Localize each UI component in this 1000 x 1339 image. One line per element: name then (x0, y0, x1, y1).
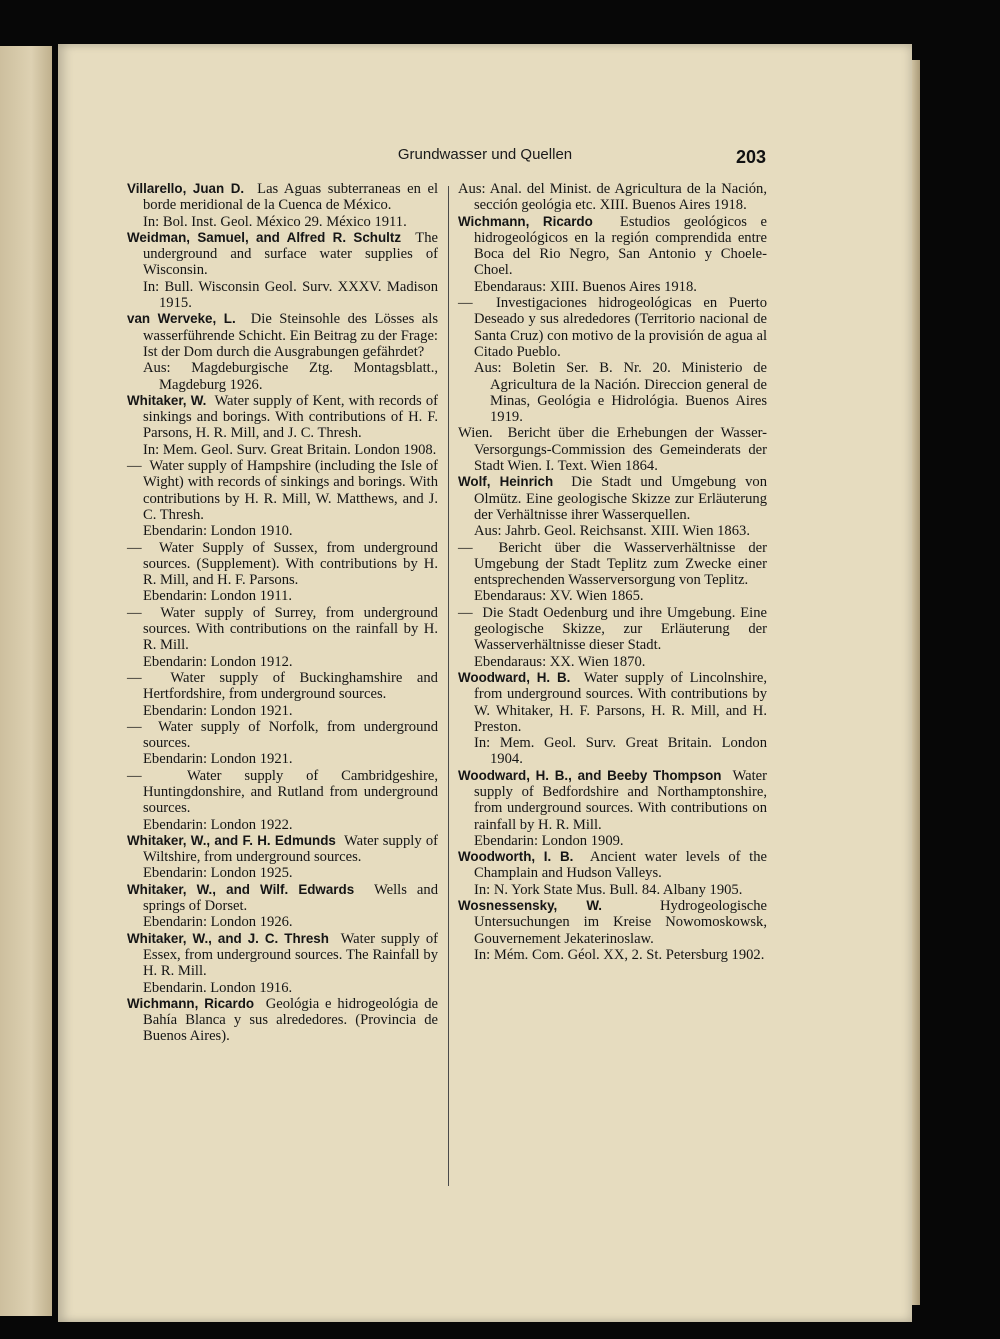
bibliography-entry (458, 214, 767, 295)
entry-title (127, 229, 438, 279)
entry-title (127, 311, 439, 360)
bibliography-entry (458, 181, 767, 214)
entry-text: Ebendarin: London 1910. (143, 523, 293, 540)
entry-text: Ancient water levels of the Champlain and Hudson Valleys. (474, 849, 767, 882)
entry-text: Water supply of Cambridgeshire, Huntingdonshire, and Rutland from underground sources. (143, 767, 438, 817)
entry-source (143, 360, 438, 393)
entry-author: Whitaker, W., and J. C. Thresh (127, 930, 329, 946)
entry-title (458, 295, 768, 360)
bibliography-entry (458, 898, 767, 963)
page-edge (912, 60, 920, 1305)
entry-title (127, 832, 438, 866)
entry-text: Ebendarin: London 1926. (143, 914, 293, 931)
entry-author: van Werveke, L. (127, 311, 236, 327)
bibliography-entry (458, 605, 767, 670)
entry-text: Water Supply of Sussex, from underground sources. (Supplement). With contributions by H. R. Mill, and H. F. Parsons. (143, 539, 438, 589)
entry-text: Bericht über die Erhebungen der Wasser-Versorgungs-Commission des Gemeinderats der Stadt Wien. I. Text. Wien 1864. (474, 425, 767, 475)
entry-title (127, 881, 438, 915)
bibliography-entry (127, 833, 438, 882)
entry-title (127, 995, 438, 1045)
entry-source (474, 947, 767, 963)
entry-text: Aus: Magdeburgische Ztg. Montagsblatt., Magdeburg 1926. (143, 360, 438, 393)
bibliography-entry (127, 719, 438, 768)
entry-text: Ebendarin: London 1911. (143, 588, 293, 605)
entry-source (143, 654, 438, 670)
entry-source (143, 523, 438, 539)
entry-title (458, 425, 767, 475)
entry-author: Wichmann, Ricardo (458, 213, 593, 229)
entry-text: Water supply of Essex, from underground sources. The Rainfall by H. R. Mill. (143, 930, 438, 980)
left-column (127, 181, 438, 1045)
entry-text: Water supply of Kent, with records of sinkings and borings. With contributions of H. F. Parsons, H. R. Mill, and J. C. Thresh. (143, 392, 439, 442)
bibliography-entry (127, 540, 438, 605)
entry-text: Ebendaraus: XV. Wien 1865. (474, 588, 644, 605)
entry-author: — (458, 604, 473, 621)
entry-text: Aus: Boletin Ser. B. Nr. 20. Ministerio de Agricultura de la Nación. Direccion general de Minas, Geológia e Hidrológia. Buenos Aires 1919. (474, 360, 767, 426)
bibliography-entry (127, 605, 438, 670)
entry-source (143, 980, 438, 996)
entry-source (474, 279, 767, 295)
bibliography-entry (127, 458, 438, 539)
running-title: Grundwasser und Quellen (397, 146, 573, 163)
entry-source (474, 833, 767, 849)
entry-text: Aus: Anal. del Minist. de Agricultura de la Nación, sección geológia etc. XIII. Buenos Aires 1918. (458, 181, 767, 214)
entry-source (143, 279, 438, 312)
entry-author: — (127, 718, 142, 735)
entry-source (474, 523, 767, 539)
entry-text: Die Stadt und Umgebung von Olmütz. Eine geologische Skizze zur Erläuterung der Verhältnisse ihrer Wasserquellen. (474, 474, 767, 523)
entry-text: In: Bol. Inst. Geol. México 29. México 1911. (143, 213, 407, 230)
entry-author: Woodworth, I. B. (458, 849, 574, 865)
entry-source (474, 588, 767, 604)
entry-text: Ebendaraus: XIII. Buenos Aires 1918. (474, 278, 697, 295)
entry-text: Ebendarin: London 1909. (474, 832, 624, 849)
entry-text: Die Steinsohle des Lösses als wasserführende Schicht. Ein Beitrag zu der Frage: Ist der Dom durch die Ausgrabungen gefährdet? (143, 311, 439, 360)
bibliography-entry (127, 882, 438, 931)
bibliography-entry (127, 670, 438, 719)
entry-author: — (127, 458, 142, 475)
entry-text: Water supply of Buckinghamshire and Hertfordshire, from underground sources. (143, 669, 438, 703)
entry-title (127, 181, 439, 214)
entry-source (143, 214, 438, 230)
previous-page-edge (0, 46, 52, 1316)
entry-author: — (127, 539, 142, 556)
entry-text: Ebendarin: London 1922. (143, 816, 293, 833)
entry-author: Wosnessensky, W. (458, 898, 602, 914)
entry-title (127, 669, 438, 703)
entry-text: Hydrogeologische Untersuchungen im Kreise Nowomoskowsk, Gouvernement Jekaterinoslaw. (474, 898, 767, 947)
entry-author: — (127, 767, 142, 784)
entry-text: Water supply of Bedfordshire and Northamptonshire, from underground sources. With contributions on rainfall by H. R. Mill. (474, 767, 767, 833)
entry-author: Woodward, H. B. (458, 669, 571, 685)
book-page (58, 44, 912, 1322)
entry-title (458, 539, 768, 589)
entry-title (127, 392, 439, 442)
entry-source (474, 360, 767, 425)
bibliography-entry (458, 670, 767, 768)
entry-title (458, 181, 767, 214)
entry-text: Estudios geológicos e hidrogeológicos en la región comprendida entre Boca del Rio Negro, San Antonio y Choele-Choel. (474, 213, 767, 279)
entry-source (143, 865, 438, 881)
entry-text: In: Mem. Geol. Surv. Great Britain. London 1908. (143, 441, 437, 458)
entry-author: Wolf, Heinrich (458, 474, 554, 490)
bibliography-entry (127, 393, 438, 458)
entry-source (474, 735, 767, 768)
entry-source (143, 442, 438, 458)
right-column (458, 181, 767, 963)
entry-text: Ebendarin: London 1925. (143, 865, 293, 882)
bibliography-entry (458, 768, 767, 849)
entry-source (143, 703, 438, 719)
entry-author: — (458, 539, 473, 556)
entry-text: Water supply of Wiltshire, from underground sources. (143, 832, 438, 866)
entry-title (127, 604, 438, 654)
entry-text: Ebendarin. London 1916. (143, 979, 293, 996)
page-number: 203 (736, 147, 767, 167)
entry-title (458, 898, 767, 947)
entry-title (458, 604, 767, 654)
entry-text: Investigaciones hidrogeológicas en Puerto Deseado y sus alrededores (Territorio nacional de Santa Cruz) con motivo de la provisión de agua al Citado Pueblo. (474, 295, 768, 360)
entry-author: Weidman, Samuel, and Alfred R. Schultz (127, 229, 402, 245)
entry-text: Las Aguas subterraneas en el borde meridional de la Cuenca de México. (143, 181, 439, 214)
entry-text: In: N. York State Mus. Bull. 84. Albany 1905. (474, 881, 743, 898)
entry-text: Ebendarin: London 1921. (143, 702, 293, 719)
entry-source (143, 817, 438, 833)
bibliography-entry (458, 474, 767, 539)
entry-title (458, 849, 767, 882)
bibliography-entry (127, 768, 438, 833)
entry-author: Wichmann, Ricardo (127, 995, 255, 1011)
entry-text: Bericht über die Wasserverhältnisse der Umgebung der Stadt Teplitz zum Zwecke einer entsprechenden Wasserversorgung von Teplitz. (474, 539, 768, 589)
entry-source (474, 882, 767, 898)
bibliography-entry (127, 311, 438, 392)
entry-author: Wien. (458, 425, 493, 442)
entry-title (458, 767, 767, 833)
entry-text: Ebendaraus: XX. Wien 1870. (474, 653, 646, 670)
entry-text: Water supply of Lincolnshire, from underground sources. With contributions by W. Whitaker, H. F. Parsons, H. R. Mill, and H. Preston. (474, 669, 767, 735)
entry-author: Whitaker, W. (127, 392, 207, 408)
bibliography-entry (458, 425, 767, 474)
entry-title (127, 458, 438, 523)
entry-author: — (127, 604, 142, 621)
bibliography-entry (458, 849, 767, 898)
entry-title (458, 669, 767, 735)
entry-text: Water supply of Surrey, from underground sources. With contributions on the rainfall by H. R. Mill. (143, 604, 438, 654)
entry-text: The underground and surface water supplies of Wisconsin. (143, 229, 438, 279)
bibliography-entry (458, 295, 767, 425)
entry-text: Die Stadt Oedenburg und ihre Umgebung. Eine geologische Skizze, zur Erläuterung der Wasserverhältnisse dieser Stadt. (474, 604, 767, 654)
bibliography-entry (458, 540, 767, 605)
entry-title (127, 930, 438, 980)
entry-text: Geológia e hidrogeológia de Bahía Blanca y sus alrededores. (Provincia de Buenos Aires). (143, 995, 438, 1045)
entry-text: In: Mém. Com. Géol. XX, 2. St. Petersburg 1902. (474, 946, 765, 963)
entry-author: Whitaker, W., and Wilf. Edwards (127, 881, 355, 897)
entry-title (458, 213, 767, 279)
entry-title (127, 539, 438, 589)
entry-author: — (127, 669, 142, 686)
entry-author: — (458, 295, 473, 312)
entry-source (143, 588, 438, 604)
entry-text: Wells and springs of Dorset. (143, 881, 438, 915)
bibliography-entry (127, 181, 438, 230)
entry-text: In: Bull. Wisconsin Geol. Surv. XXXV. Madison 1915. (143, 278, 438, 312)
entry-author: Villarello, Juan D. (127, 181, 245, 196)
entry-author: Whitaker, W., and F. H. Edmunds (127, 832, 336, 848)
entry-text: Ebendarin: London 1921. (143, 751, 293, 768)
column-rule (448, 186, 449, 1186)
entry-title (127, 767, 438, 817)
bibliography-entry (127, 996, 438, 1045)
entry-text: Ebendarin: London 1912. (143, 653, 293, 670)
bibliography-entry (127, 230, 438, 311)
entry-author: Woodward, H. B., and Beeby Thompson (458, 767, 722, 783)
entry-text: In: Mem. Geol. Surv. Great Britain. London 1904. (474, 735, 767, 768)
entry-text: Aus: Jahrb. Geol. Reichsanst. XIII. Wien 1863. (474, 523, 750, 540)
entry-source (143, 751, 438, 767)
entry-source (143, 914, 438, 930)
entry-text: Water supply of Norfolk, from underground sources. (143, 718, 438, 752)
entry-text: Water supply of Hampshire (including the Isle of Wight) with records of sinkings and borings. With contributions by H. R. Mill, W. Matthews, and J. C. Thresh. (143, 458, 438, 523)
bibliography-entry (127, 931, 438, 996)
entry-source (474, 654, 767, 670)
entry-title (458, 474, 767, 523)
entry-title (127, 718, 438, 752)
